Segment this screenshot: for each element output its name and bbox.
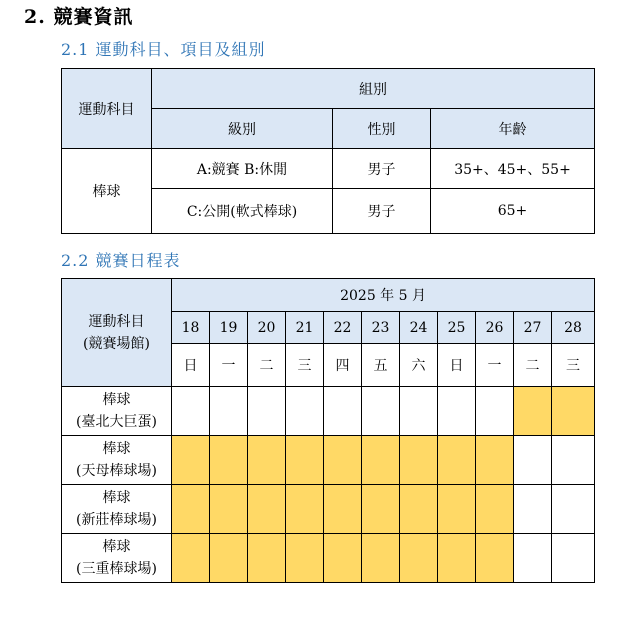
scheduled-day-cell bbox=[552, 387, 595, 436]
venue-name: (天母棒球場) bbox=[76, 463, 157, 479]
weekday-cell: 三 bbox=[552, 344, 595, 387]
empty-day-cell bbox=[400, 387, 438, 436]
scheduled-day-cell bbox=[324, 485, 362, 534]
scheduled-day-cell bbox=[476, 485, 514, 534]
date-cell: 24 bbox=[400, 312, 438, 344]
gender-cell: 男子 bbox=[333, 189, 431, 234]
venue-name: (新莊棒球場) bbox=[76, 512, 157, 528]
venue-sport: 棒球 bbox=[102, 441, 131, 457]
scheduled-day-cell bbox=[286, 436, 324, 485]
level-cell: A:競賽 B:休閒 bbox=[152, 149, 333, 189]
scheduled-day-cell bbox=[210, 436, 248, 485]
venue-label-cell bbox=[62, 436, 172, 485]
empty-day-cell bbox=[552, 534, 595, 583]
weekday-cell: 二 bbox=[248, 344, 286, 387]
scheduled-day-cell bbox=[438, 485, 476, 534]
sport-name-cell: 棒球 bbox=[62, 149, 152, 234]
scheduled-day-cell bbox=[438, 534, 476, 583]
scheduled-day-cell bbox=[324, 534, 362, 583]
scheduled-day-cell bbox=[476, 436, 514, 485]
subsection-title-schedule: 2.2 競賽日程表 bbox=[61, 251, 181, 270]
empty-day-cell bbox=[172, 387, 210, 436]
date-cell: 21 bbox=[286, 312, 324, 344]
scheduled-day-cell bbox=[324, 436, 362, 485]
subsection-title-groups: 2.1 運動科目、項目及組別 bbox=[61, 40, 266, 59]
weekday-cell: 三 bbox=[286, 344, 324, 387]
empty-day-cell bbox=[362, 387, 400, 436]
schedule-corner-header bbox=[62, 279, 172, 387]
date-cell: 26 bbox=[476, 312, 514, 344]
date-cell: 28 bbox=[552, 312, 595, 344]
scheduled-day-cell bbox=[172, 436, 210, 485]
venue-sport: 棒球 bbox=[102, 539, 131, 555]
level-cell: C:公開(軟式棒球) bbox=[152, 189, 333, 234]
scheduled-day-cell bbox=[362, 436, 400, 485]
venue-name: (臺北大巨蛋) bbox=[76, 414, 157, 430]
scheduled-day-cell bbox=[172, 485, 210, 534]
scheduled-day-cell bbox=[400, 436, 438, 485]
venue-label-cell bbox=[62, 534, 172, 583]
weekday-cell: 日 bbox=[438, 344, 476, 387]
date-cell: 20 bbox=[248, 312, 286, 344]
empty-day-cell bbox=[552, 485, 595, 534]
weekday-cell: 五 bbox=[362, 344, 400, 387]
scheduled-day-cell bbox=[248, 485, 286, 534]
empty-day-cell bbox=[514, 485, 552, 534]
weekday-cell: 六 bbox=[400, 344, 438, 387]
gender-cell: 男子 bbox=[333, 149, 431, 189]
age-header: 年齡 bbox=[431, 109, 595, 149]
scheduled-day-cell bbox=[248, 534, 286, 583]
weekday-cell: 四 bbox=[324, 344, 362, 387]
empty-day-cell bbox=[514, 436, 552, 485]
level-header: 級別 bbox=[152, 109, 333, 149]
weekday-cell: 一 bbox=[210, 344, 248, 387]
empty-day-cell bbox=[514, 534, 552, 583]
empty-day-cell bbox=[248, 387, 286, 436]
empty-day-cell bbox=[552, 436, 595, 485]
scheduled-day-cell bbox=[172, 534, 210, 583]
scheduled-day-cell bbox=[400, 485, 438, 534]
scheduled-day-cell bbox=[248, 436, 286, 485]
date-cell: 22 bbox=[324, 312, 362, 344]
corner-line2: (競賽場館) bbox=[83, 335, 150, 352]
month-header: 2025 年 5 月 bbox=[172, 279, 595, 312]
gender-header: 性別 bbox=[333, 109, 431, 149]
age-cell: 65+ bbox=[431, 189, 595, 234]
date-cell: 23 bbox=[362, 312, 400, 344]
empty-day-cell bbox=[210, 387, 248, 436]
weekday-cell: 一 bbox=[476, 344, 514, 387]
group-header: 組別 bbox=[152, 69, 595, 109]
venue-label-cell bbox=[62, 387, 172, 436]
scheduled-day-cell bbox=[362, 485, 400, 534]
section-heading: 2. 競賽資訊 bbox=[24, 6, 134, 28]
venue-row bbox=[62, 485, 595, 534]
scheduled-day-cell bbox=[438, 436, 476, 485]
empty-day-cell bbox=[286, 387, 324, 436]
date-cell: 27 bbox=[514, 312, 552, 344]
scheduled-day-cell bbox=[286, 485, 324, 534]
weekday-cell: 日 bbox=[172, 344, 210, 387]
schedule-table bbox=[61, 278, 595, 583]
empty-day-cell bbox=[324, 387, 362, 436]
empty-day-cell bbox=[438, 387, 476, 436]
date-cell: 18 bbox=[172, 312, 210, 344]
groups-table bbox=[61, 68, 595, 234]
date-cell: 25 bbox=[438, 312, 476, 344]
age-cell: 35+、45+、55+ bbox=[431, 149, 595, 189]
empty-day-cell bbox=[476, 387, 514, 436]
weekday-cell: 二 bbox=[514, 344, 552, 387]
venue-sport: 棒球 bbox=[102, 392, 131, 408]
scheduled-day-cell bbox=[210, 534, 248, 583]
venue-row bbox=[62, 534, 595, 583]
corner-line1: 運動科目 bbox=[88, 313, 145, 330]
sport-header: 運動科目 bbox=[62, 69, 152, 149]
scheduled-day-cell bbox=[286, 534, 324, 583]
venue-name: (三重棒球場) bbox=[76, 561, 157, 577]
scheduled-day-cell bbox=[476, 534, 514, 583]
scheduled-day-cell bbox=[514, 387, 552, 436]
venue-row bbox=[62, 387, 595, 436]
scheduled-day-cell bbox=[362, 534, 400, 583]
venue-sport: 棒球 bbox=[102, 490, 131, 506]
scheduled-day-cell bbox=[400, 534, 438, 583]
scheduled-day-cell bbox=[210, 485, 248, 534]
date-cell: 19 bbox=[210, 312, 248, 344]
venue-row bbox=[62, 436, 595, 485]
venue-label-cell bbox=[62, 485, 172, 534]
